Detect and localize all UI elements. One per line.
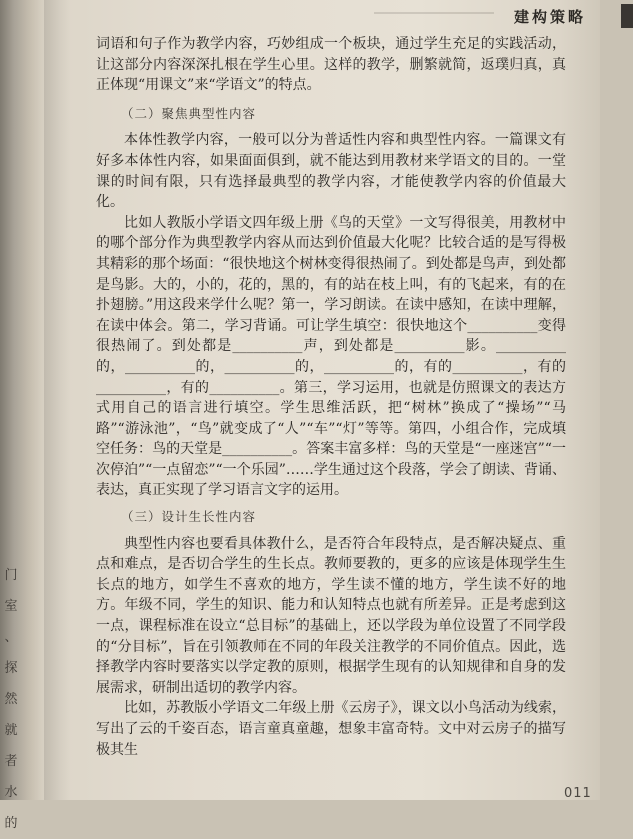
section-heading-3: （三）设计生长性内容	[121, 509, 257, 525]
left-page-edge-text	[0, 560, 22, 839]
edge-char: 探	[4, 661, 18, 676]
edge-char: 然	[4, 692, 18, 707]
running-head-title: 建构策略	[514, 8, 587, 26]
edge-char: 水	[4, 785, 18, 800]
edge-char: 室	[4, 599, 18, 614]
bleed-through-mark	[374, 12, 494, 14]
section-heading-2: （二）聚焦典型性内容	[121, 105, 257, 121]
edge-char: 、	[4, 630, 18, 645]
edge-char: 者	[4, 754, 18, 769]
running-head-bar	[621, 4, 633, 28]
edge-char: 门	[4, 568, 18, 583]
book-page	[44, 0, 600, 800]
paragraph-example-cloud-house: 比如，苏教版小学语文二年级上册《云房子》，课文以小鸟活动为线索，写出了云的千姿百态，语言童真童趣，想象丰富奇特。文中对云房子的描写极其生	[96, 700, 566, 758]
paragraph-continued: 词语和句子作为教学内容，巧妙组成一个板块，通过学生充足的实践活动，让这部分内容深深扎根在学生心里。这样的教学，删繁就简，返璞归真，真正体现“用课文”来“学语文”的特点。	[96, 36, 566, 94]
edge-char: 就	[4, 723, 18, 738]
paragraph: 本体性教学内容，一般可以分为普适性内容和典型性内容。一篇课文有好多本体性内容，如果面面俱到，就不能达到用教材来学语文的目的。一堂课的时间有限，只有选择最典型的教学内容，才能使教学内容的价值最大化。	[96, 132, 566, 211]
page-number: 011	[564, 786, 592, 801]
edge-char: 的	[4, 816, 18, 831]
paragraph: 典型性内容也要看具体教什么，是否符合年段特点，是否解决疑点、重点和难点，是否切合学生的生长点。教师要教的，更多的应该是体现学生生长点的地方，如学生不喜欢的地方，学生读不懂的地方，学生读不好的地方。年级不同，学生的知识、能力和认知特点也就有所差异。正是考虑到这一点，课程标准在设立“总目标”的基础上，还以学段为单位设置了不同学段的“分目标”，旨在引领教师在不同的年段关注教学的不同价值点。因此，选择教学内容时要落实以学定教的原则，根据学生现有的认知规律和自身的发展需求，研制出适切的教学内容。	[96, 535, 566, 696]
paragraph-example-bird-paradise: 比如人教版小学语文四年级上册《鸟的天堂》一文写得很美，用教材中的哪个部分作为典型教学内容从而达到价值最大化呢？比较合适的是写得极其精彩的那个场面：“很快地这个树林变得很热闹了。到处都是鸟声，到处都是鸟影。大的，小的，花的，黑的，有的站在枝上叫，有的飞起来，有的在扑翅膀。”用这段来学什么呢？第一，学习朗读。在读中感知，在读中理解，在读中体会。第二，学习背诵。可让学生填空：很快地这个__________变得很热闹了。到处都是__________声，到处都是__________影。__________的，__________的，__________的，__________的，有的__________，有的__________，有的__________。第三，学习运用，也就是仿照课文的表达方式用自己的语言进行填空。学生思维活跃，把“树林”换成了“操场”“马路”“游泳池”，“鸟”就变成了“人”“车”“灯”等等。第四，小组合作，完成填空任务：鸟的天堂是__________。答案丰富多样：鸟的天堂是“一座迷宫”“一次停泊”“一点留恋”“一个乐园”……学生通过这个段落，学会了朗读、背诵、表达，真正实现了学习语言文字的运用。	[96, 214, 566, 499]
spacer	[96, 96, 566, 104]
body-text	[96, 34, 566, 760]
